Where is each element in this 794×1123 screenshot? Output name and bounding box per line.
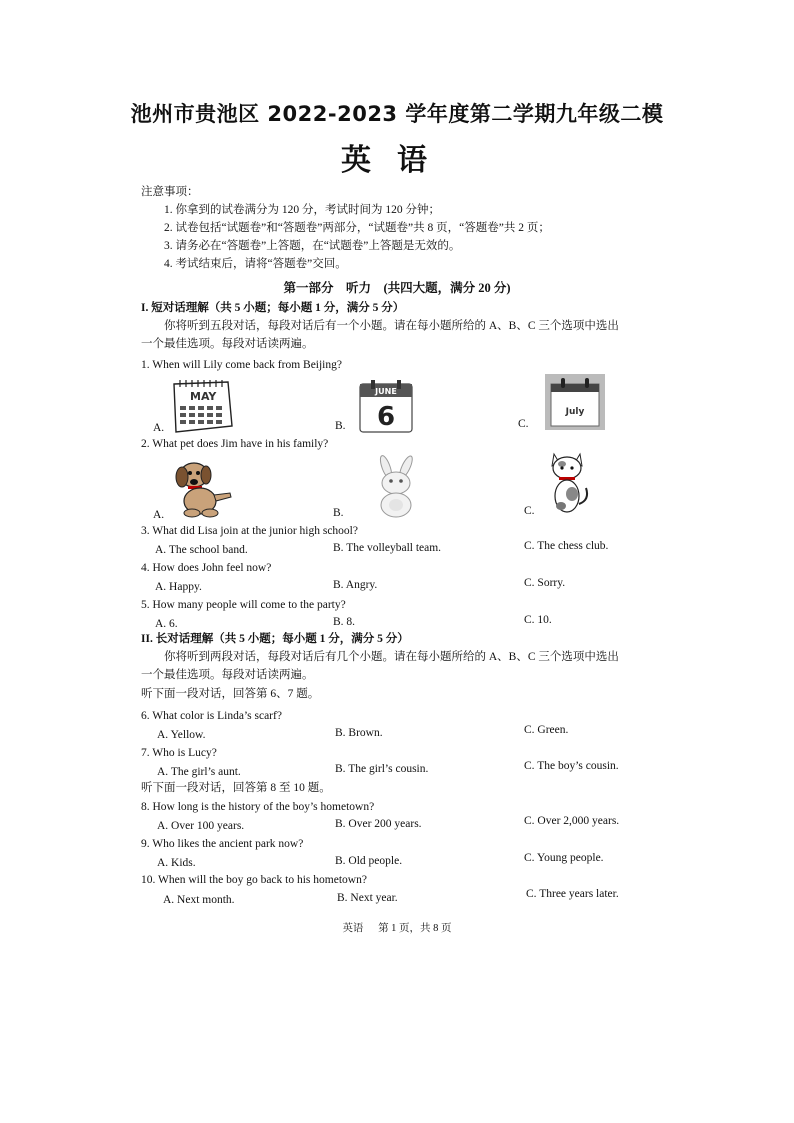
dialog-instruction: 听下面一段对话，回答第 8 至 10 题。 — [141, 782, 331, 794]
section-instruction: 一个最佳选项。每段对话读两遍。 — [141, 669, 314, 681]
section-instruction: 你将听到五段对话，每段对话后有一个小题。请在每小题所给的 A、B、C 三个选项中选出 — [164, 320, 619, 332]
footer-page-number: 第 1 页，共 8 页 — [378, 923, 452, 934]
rabbit-icon — [360, 455, 432, 519]
question-text: 4. How does John feel now? — [141, 562, 272, 574]
dog-icon — [170, 455, 242, 519]
part-heading: 第一部分 听力 (共四大题，满分 20 分) — [283, 281, 511, 295]
option-b: B. Old people. — [335, 855, 403, 867]
option-a: A. The school band. — [155, 544, 248, 556]
option-a: A. 6. — [155, 618, 178, 630]
section-instruction: 一个最佳选项。每段对话读两遍。 — [141, 338, 314, 350]
option-c: C. The chess club. — [524, 540, 609, 552]
calendar-june-icon — [357, 378, 415, 434]
option-b: B. The volleyball team. — [333, 542, 442, 554]
option-a: A. Happy. — [155, 581, 202, 593]
note-item: 4. 考试结束后，请将“答题卷”交回。 — [164, 258, 347, 270]
option-c: C. — [518, 418, 529, 430]
question-text: 1. When will Lily come back from Beijing? — [141, 359, 342, 371]
question-text: 9. Who likes the ancient park now? — [141, 838, 304, 850]
section-instruction: 你将听到两段对话，每段对话后有几个小题。请在每小题所给的 A、B、C 三个选项中选出 — [164, 651, 619, 663]
question-text: 6. What color is Linda’s scarf? — [141, 710, 282, 722]
option-b: B. Brown. — [335, 727, 383, 739]
question-text: 7. Who is Lucy? — [141, 747, 217, 759]
exam-title: 池州市贵池区 2022-2023 学年度第二学期九年级二模 — [130, 102, 664, 126]
footer-subject: 英语 — [342, 923, 364, 934]
option-b: B. — [335, 420, 346, 432]
option-a: A. Next month. — [163, 894, 235, 906]
page-footer — [0, 920, 794, 935]
question-text: 8. How long is the history of the boy’s hometown? — [141, 801, 375, 813]
option-c: C. Green. — [524, 724, 569, 736]
option-a: A. Kids. — [157, 857, 196, 869]
option-b: B. — [333, 507, 344, 519]
option-a: A. — [153, 422, 165, 434]
option-c: C. Young people. — [524, 852, 604, 864]
note-item: 2. 试卷包括“试题卷”和“答题卷”两部分，“试题卷”共 8 页，“答题卷”共 2 页； — [164, 222, 550, 234]
option-b: B. Next year. — [337, 892, 398, 904]
option-b: B. 8. — [333, 616, 356, 628]
calendar-july-icon — [543, 372, 607, 432]
subject-title: 英语 — [341, 143, 453, 178]
notes-heading: 注意事项： — [141, 186, 199, 198]
option-c: C. Over 2,000 years. — [524, 815, 620, 827]
option-a: A. — [153, 509, 165, 521]
calendar-may-icon — [168, 378, 236, 436]
option-a: A. Yellow. — [157, 729, 206, 741]
question-text: 2. What pet does Jim have in his family? — [141, 438, 329, 450]
option-b: B. Angry. — [333, 579, 378, 591]
option-c: C. — [524, 505, 535, 517]
note-item: 3. 请务必在“答题卷”上答题，在“试题卷”上答题是无效的。 — [164, 240, 461, 252]
option-b: B. The girl’s cousin. — [335, 763, 429, 775]
dialog-instruction: 听下面一段对话，回答第 6、7 题。 — [141, 688, 320, 700]
calendar-june-month: JUNE — [375, 387, 397, 396]
note-item: 1. 你拿到的试卷满分为 120 分，考试时间为 120 分钟； — [164, 204, 440, 216]
calendar-may-label: MAY — [190, 390, 217, 403]
section-heading: II. 长对话理解（共 5 小题；每小题 1 分，满分 5 分） — [141, 633, 409, 645]
calendar-june-day: 6 — [376, 402, 396, 432]
cat-icon — [546, 450, 592, 516]
question-text: 10. When will the boy go back to his hometown? — [141, 874, 367, 886]
option-b: B. Over 200 years. — [335, 818, 422, 830]
option-a: A. The girl’s aunt. — [157, 766, 241, 778]
question-text: 5. How many people will come to the party? — [141, 599, 346, 611]
option-c: C. The boy’s cousin. — [524, 760, 619, 772]
option-c: C. 10. — [524, 614, 552, 626]
option-c: C. Sorry. — [524, 577, 566, 589]
calendar-july-label: July — [565, 407, 585, 417]
option-a: A. Over 100 years. — [157, 820, 245, 832]
question-text: 3. What did Lisa join at the junior high school? — [141, 525, 358, 537]
option-c: C. Three years later. — [526, 888, 619, 900]
section-heading: I. 短对话理解（共 5 小题；每小题 1 分，满分 5 分） — [141, 302, 405, 314]
